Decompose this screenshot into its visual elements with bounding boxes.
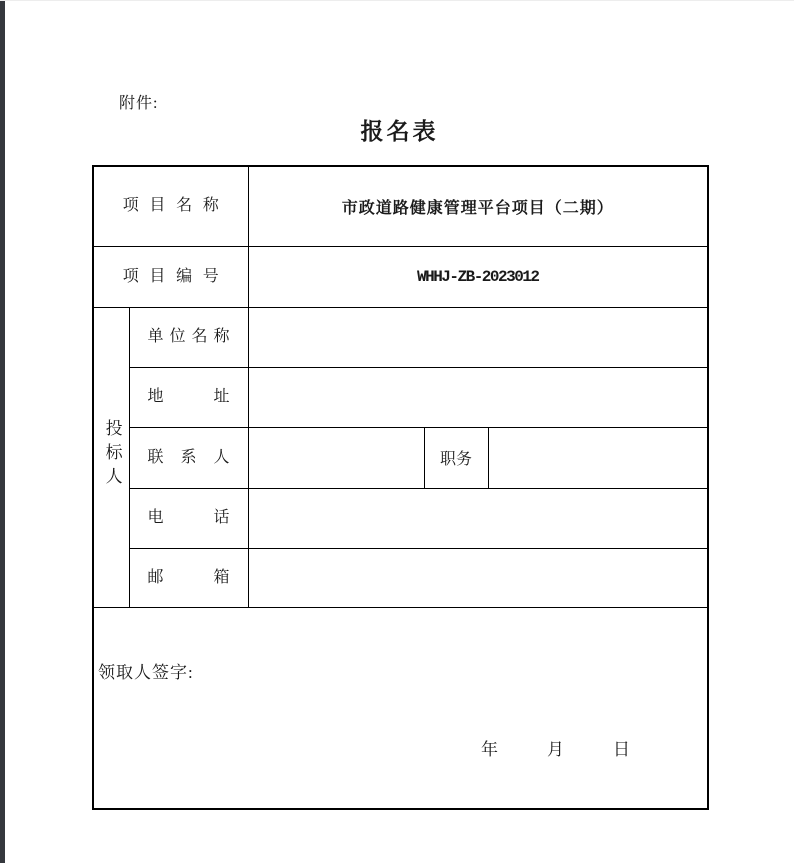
date-month-label: 月 bbox=[547, 739, 564, 759]
project-name-row bbox=[93, 166, 708, 246]
unit-name-label: 单位名称 bbox=[147, 328, 230, 345]
phone-value-cell bbox=[248, 488, 708, 548]
unit-name-value-cell bbox=[248, 307, 708, 367]
position-value-cell bbox=[488, 427, 708, 488]
signature-row bbox=[93, 607, 708, 809]
phone-row bbox=[93, 488, 708, 548]
position-label: 职务 bbox=[439, 451, 472, 468]
address-label-cell bbox=[129, 367, 248, 427]
bidder-label-cell bbox=[93, 307, 129, 607]
contact-label: 联系人 bbox=[147, 448, 230, 466]
email-row bbox=[93, 548, 708, 607]
phone-label: 电话 bbox=[147, 509, 230, 526]
email-value-cell bbox=[248, 548, 708, 607]
address-row bbox=[93, 367, 708, 427]
signature-cell bbox=[93, 607, 708, 809]
project-name-label-cell bbox=[93, 166, 248, 246]
attachment-label: 附件: bbox=[119, 95, 159, 112]
project-number-label: 项目编号 bbox=[122, 267, 219, 285]
unit-name-label-cell bbox=[129, 307, 248, 367]
project-number-value: WHHJ-ZB-2023012 bbox=[248, 246, 708, 307]
date-year-label: 年 bbox=[481, 739, 498, 759]
unit-name-row bbox=[93, 307, 708, 367]
project-name-value: 市政道路健康管理平台项目（二期） bbox=[248, 166, 708, 246]
address-label: 地址 bbox=[147, 388, 230, 405]
email-label-cell bbox=[129, 548, 248, 607]
date-line bbox=[481, 735, 630, 760]
address-value-cell bbox=[248, 367, 708, 427]
date-day-label: 日 bbox=[613, 739, 630, 759]
bidder-label: 投标人 bbox=[102, 418, 122, 491]
page-title: 报名表 bbox=[360, 119, 439, 144]
registration-form-table bbox=[92, 165, 709, 810]
contact-row bbox=[93, 427, 708, 488]
project-number-label-cell bbox=[93, 246, 248, 307]
signature-label: 领取人签字: bbox=[98, 662, 194, 682]
project-name-label: 项目名称 bbox=[122, 197, 219, 215]
contact-label-cell bbox=[129, 427, 248, 488]
page-edge-shadow bbox=[0, 1, 5, 863]
project-number-row bbox=[93, 246, 708, 307]
position-label-cell bbox=[424, 427, 488, 488]
phone-label-cell bbox=[129, 488, 248, 548]
contact-value-cell bbox=[248, 427, 424, 488]
email-label: 邮箱 bbox=[147, 568, 230, 586]
